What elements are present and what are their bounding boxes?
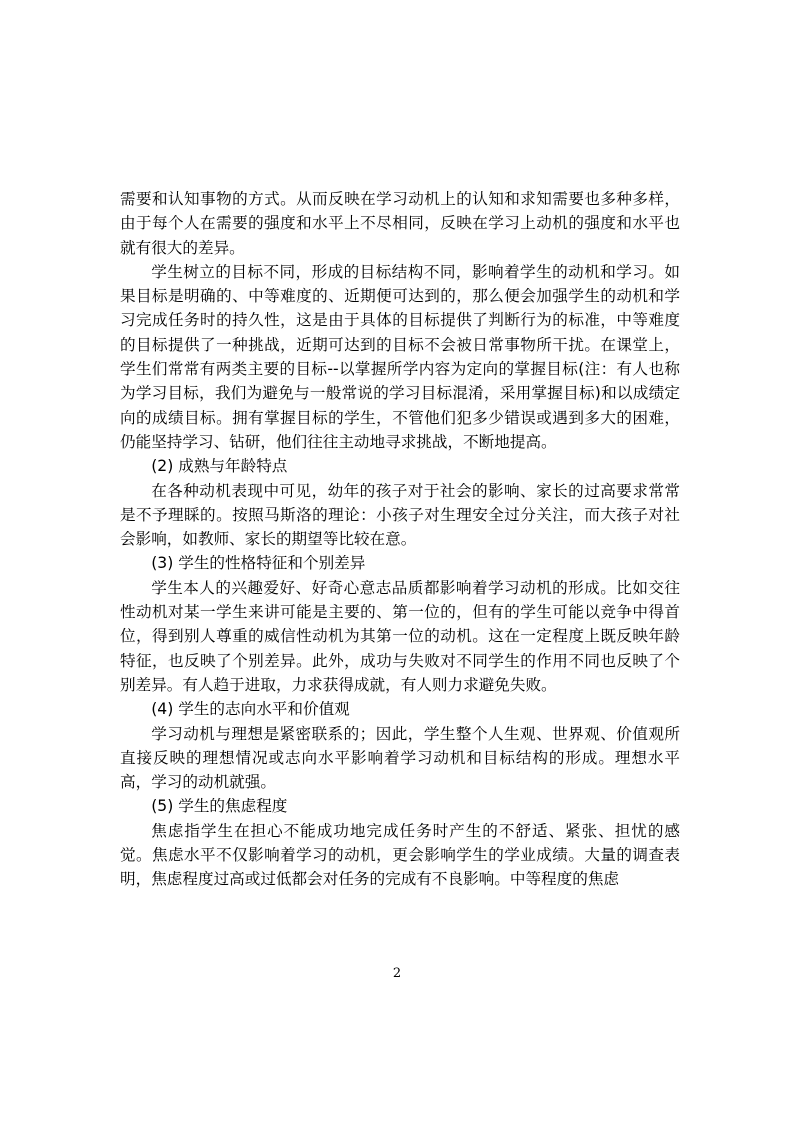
heading-anxiety-level: (5) 学生的焦虑程度 [151, 797, 288, 816]
paragraph-goal-structure: 学生树立的目标不同，形成的目标结构不同，影响着学生的动机和学习。如果目标是明确的、中等难度的、近期便可达到的，那么便会加强学生的动机和学习完成任务时的持久性，这是由于具体的目标提供了判断行为的标准，中等难度的目标提供了一种挑战，近期可达到的目标不会被日常事物所干扰。在课堂上，学生们常常有两类主要的目标--以掌握所学内容为定向的掌握目标(注：有人也称为学习目标，我们为避免与一般常说的学习目标混淆，采用掌握目标)和以成绩定向的成绩目标。拥有掌握目标的学生，不管他们犯多少错误或遇到多大的困难，仍能坚持学习、钻研，他们往往主动地寻求挑战，不断地提高。 [120, 262, 680, 451]
heading-aspiration-values: (4) 学生的志向水平和价值观 [151, 700, 350, 719]
paragraph-maturity-age: 在各种动机表现中可见，幼年的孩子对于社会的影响、家长的过高要求常常是不予理睬的。按照马斯洛的理论：小孩子对生理安全过分关注，而大孩子对社会影响，如教师、家长的期望等比较在意。 [120, 481, 680, 549]
paragraph-aspiration-values: 学习动机与理想是紧密联系的；因此，学生整个人生观、世界观、价值观所直接反映的理想情况或志向水平影响着学习动机和目标结构的形成。理想水平高，学习的动机就强。 [120, 724, 680, 792]
body-text [120, 187, 680, 892]
paragraph-continuation: 需要和认知事物的方式。从而反映在学习动机上的认知和求知需要也多种多样，由于每个人在需要的强度和水平上不尽相同，反映在学习上动机的强度和水平也就有很大的差异。 [120, 190, 680, 257]
paragraph-anxiety-level: 焦虑指学生在担心不能成功地完成任务时产生的不舒适、紧张、担忧的感觉。焦虑水平不仅影响着学习的动机，更会影响学生的学业成绩。大量的调查表明，焦虑程度过高或过低都会对任务的完成有不良影响。中等程度的焦虑 [120, 821, 680, 889]
paragraph-personality-differences: 学生本人的兴趣爱好、好奇心意志品质都影响着学习动机的形成。比如交往性动机对某一学生来讲可能是主要的、第一位的，但有的学生可能以竞争中得首位，得到别人尊重的威信性动机为其第一位的动机。这在一定程度上既反映年龄特征，也反映了个别差异。此外，成功与失败对不同学生的作用不同也反映了个别差异。有人趋于进取，力求获得成就，有人则力求避免失败。 [120, 578, 680, 694]
heading-personality-differences: (3) 学生的性格特征和个别差异 [151, 554, 366, 573]
heading-maturity-age: (2) 成熟与年龄特点 [151, 457, 288, 476]
page-number: 2 [392, 966, 402, 981]
